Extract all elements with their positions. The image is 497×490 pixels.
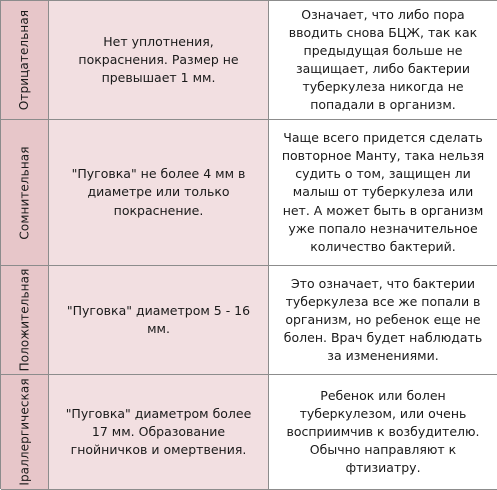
reaction-cell-doubtful — [49, 120, 269, 266]
result-label: Положительная — [17, 268, 32, 372]
meaning-text: Ребенок или болен туберкулезом, или очень восприимчив к возбудителю. Обычно направляют к фтизиатру. — [286, 387, 480, 476]
result-label: Сомнительная — [17, 145, 32, 240]
reaction-cell-negative — [49, 1, 269, 120]
meaning-text: Означает, что либо пора вводить снова БЦЖ, так как предыдущая больше не защищает, либо бактерии туберкулеза никогда не попадали в организм. — [288, 6, 478, 113]
result-label: Іраллергическая — [17, 378, 32, 486]
meaning-cell-positive — [269, 266, 497, 375]
reaction-cell-hyperergic — [49, 375, 269, 490]
meaning-cell-negative — [269, 1, 497, 120]
reaction-text: "Пуговка" диаметром более 17 мм. Образование гнойничков и омертвения. — [65, 405, 252, 458]
result-label: Отрицательная — [17, 9, 32, 111]
reaction-text: "Пуговка" не более 4 мм в диаметре или только покраснение. — [71, 166, 246, 218]
meaning-cell-doubtful — [269, 120, 497, 266]
reaction-text: "Пуговка" диаметром 5 - 16 мм. — [66, 302, 251, 336]
reaction-cell-positive — [49, 266, 269, 375]
result-cell-doubtful — [1, 120, 49, 266]
meaning-text: Чаще всего придется сделать повторное Манту, така нельзя судить о том, защищен ли малыш от туберкулеза или нет. А может быть в организм уже попало незначительное количество бактерий. — [281, 130, 485, 254]
reaction-text: Нет уплотнения, покраснения. Размер не превышает 1 мм. — [78, 33, 239, 86]
result-cell-positive — [1, 266, 49, 375]
meaning-text: Это означает, что бактерии туберкулеза все же попали в организм, но ребенок еще не болен. Врач будет наблюдать за изменениями. — [283, 275, 483, 364]
result-cell-negative — [1, 1, 49, 120]
result-cell-hyperergic — [1, 375, 49, 490]
meaning-cell-hyperergic — [269, 375, 497, 490]
